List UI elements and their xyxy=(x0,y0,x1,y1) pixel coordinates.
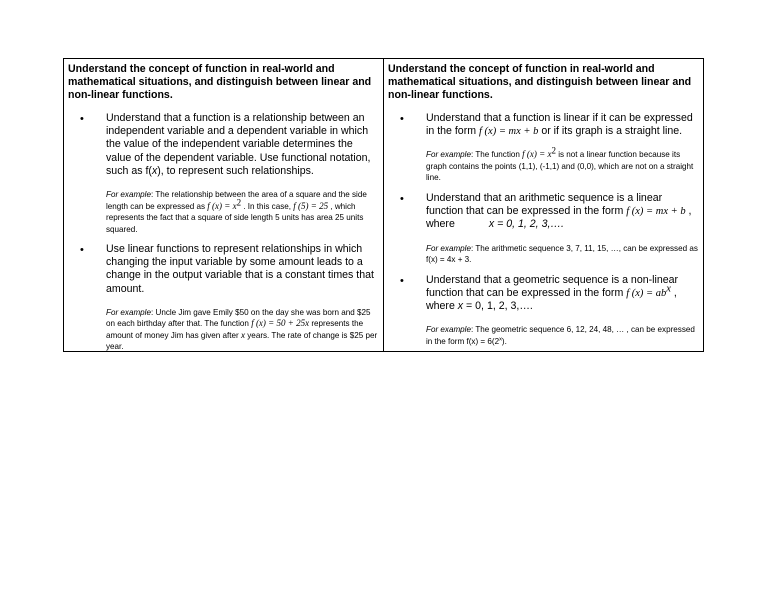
item-text: Understand that a function is linear if it can be expressed in the form f (x) = mx + b or if its graph is a straight line. xyxy=(426,112,693,138)
example-text: For example: Uncle Jim gave Emily $50 on the day she was born and $25 on each birthday after that. The function f (x) = 50 + 25x represents the amount of money Jim has given after x years. The rate of change is $25 per year. xyxy=(106,307,378,352)
list-item xyxy=(68,112,379,235)
standards-table xyxy=(63,58,704,352)
bullet-icon: • xyxy=(80,113,84,125)
example-text: For example: The function f $(x) = x^2$ is not a linear function because its graph contains the points (1,1), (-1,1) and (0,0), which are not on a straight line. xyxy=(426,145,694,183)
bullet-icon: • xyxy=(400,192,404,205)
left-column xyxy=(64,59,384,351)
left-heading: Understand the concept of function in real-world and mathematical situations, and distinguish between linear and non-linear functions. xyxy=(68,63,372,101)
list-item xyxy=(388,112,699,184)
list-item xyxy=(68,243,379,353)
example-text: For example: The geometric sequence 6, 12, 24, 48, … , can be expressed in the form $f(x) = 6(2^x)$. xyxy=(426,325,695,346)
right-heading: Understand the concept of function in real-world and mathematical situations, and distinguish between linear and non-linear functions. xyxy=(388,63,692,101)
bullet-icon: • xyxy=(80,244,84,257)
list-item xyxy=(388,192,699,266)
item-text: Understand that a function is a relationship between an independent variable and a dependent variable in which the value of the independent variable determines the value of the dependent variable. Use functional notation, such as f(x), to represent such relationships. xyxy=(106,112,371,177)
item-text: Understand that a geometric sequence is a non-linear function that can be expressed in the form f $(x) = ab^x$ , where x = 0, 1, 2, 3,…. xyxy=(426,273,679,312)
item-text: Understand that an arithmetic sequence is a linear function that can be expressed in the form f (x) = mx + b , where x = 0, 1, 2, 3,…. xyxy=(426,191,692,231)
example-text: For example: The relationship between the area of a square and the side length can be expressed as f $(x) = x^2$ . In this case, f (5) = 25 , which represents the fact that a square of side length 5 units has area 25 units squared. xyxy=(106,190,367,234)
bullet-icon: • xyxy=(400,113,404,125)
example-text: For example: The arithmetic sequence 3, 7, 11, 15, …, can be expressed as f(x) = 4x + 3. xyxy=(426,243,698,265)
list-item xyxy=(388,274,699,348)
item-text: Use linear functions to represent relationships in which changing the input variable by some amount leads to a change in the output variable that is a constant times that amount. xyxy=(106,243,374,295)
bullet-icon: • xyxy=(400,274,404,287)
right-column xyxy=(384,59,703,351)
